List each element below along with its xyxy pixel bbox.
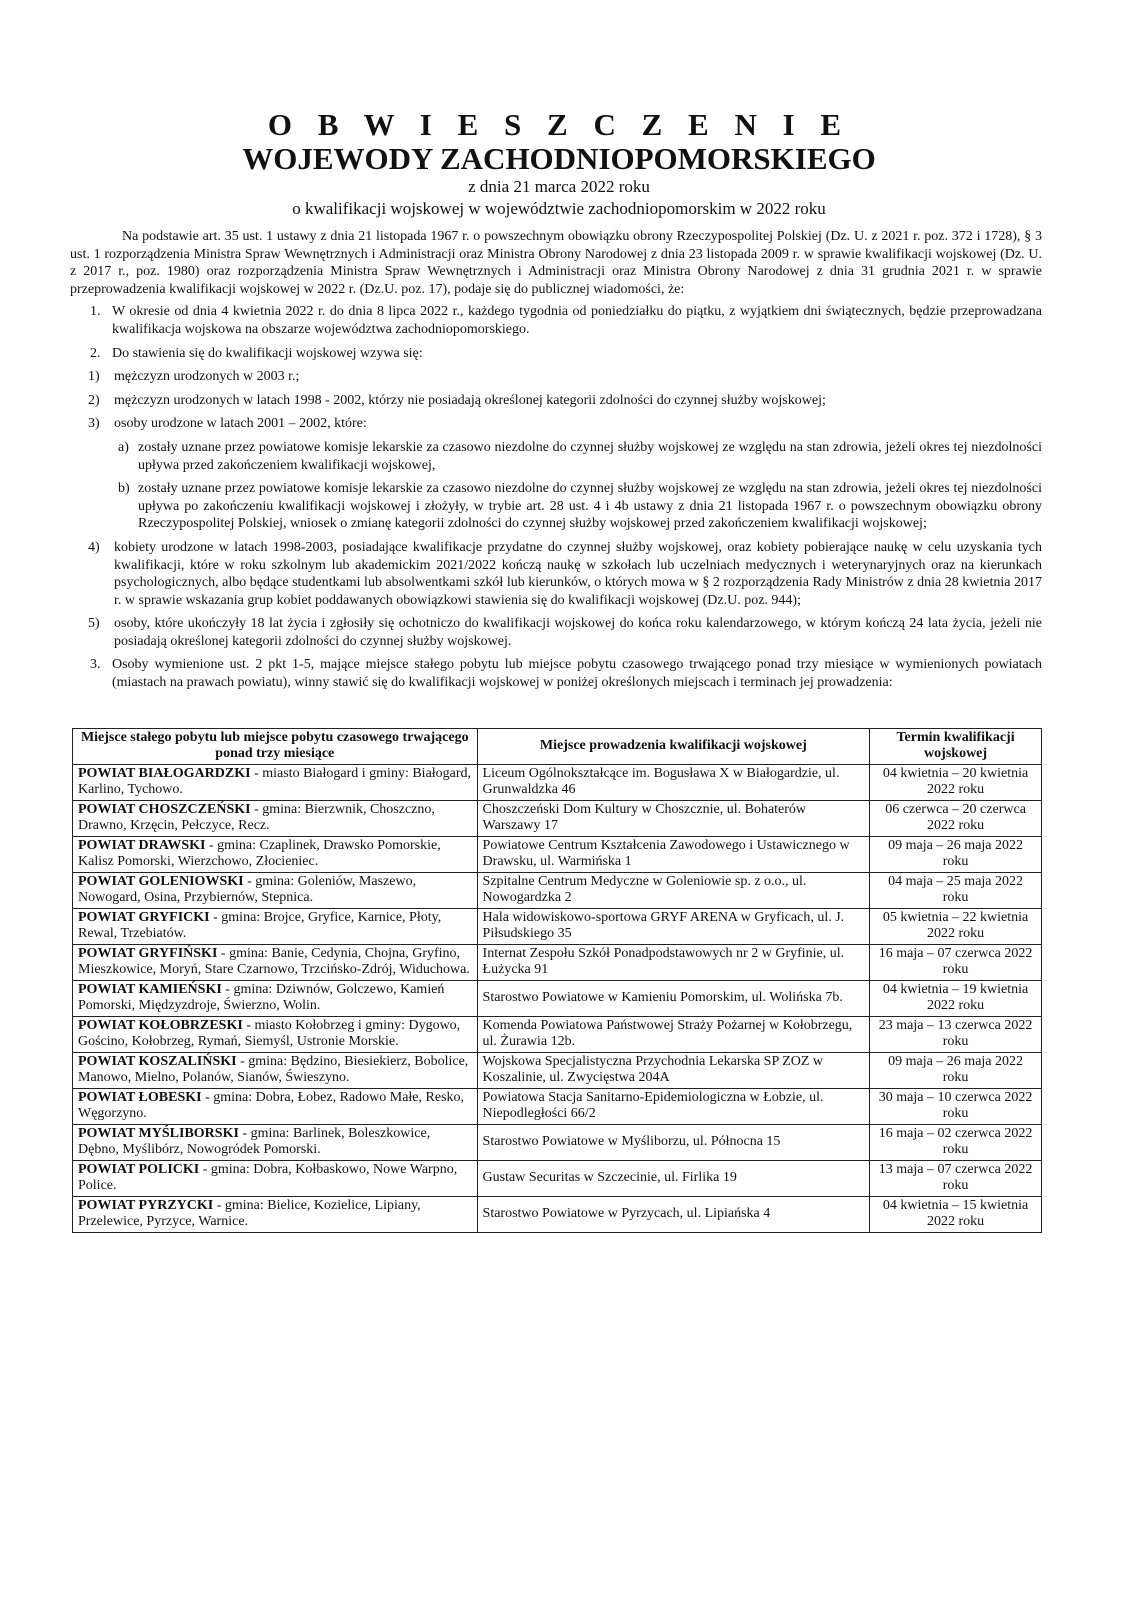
powiat-name: POWIAT PYRZYCKI — [78, 1197, 214, 1213]
residence-cell — [73, 944, 478, 980]
location-cell: Szpitalne Centrum Medyczne w Goleniowie sp. z o.o., ul. Nowogardzka 2 — [477, 872, 870, 908]
table-row — [73, 980, 1042, 1016]
subpoint-2 — [62, 392, 1042, 410]
subpoint-number: 1) — [88, 369, 100, 385]
residence-cell — [73, 800, 478, 836]
powiat-name: POWIAT GRYFIŃSKI — [78, 945, 218, 961]
powiat-area: - gmina: Goleniów, Maszewo, Nowogard, Osina, Przybiernów, Stepnica. — [78, 873, 417, 906]
powiat-area: - gmina: Brojce, Gryfice, Karnice, Płoty, Rewal, Trzebiatów. — [78, 909, 442, 942]
term-cell: 30 maja – 10 czerwca 2022 roku — [870, 1088, 1042, 1124]
subpoint-text: osoby, które ukończyły 18 lat życia i zgłosiły się ochotniczo do kwalifikacji wojskowej do końca roku kalendarzowego, w którym kończą 24 lata życia, jeżeli nie posiadają określonej kategorii zdolności do czynnej służby wojskowej. — [114, 616, 1042, 649]
powiat-area: - gmina: Dobra, Łobez, Radowo Małe, Resko, Węgorzyno. — [78, 1089, 465, 1122]
table-row — [73, 1016, 1042, 1052]
residence-cell — [73, 1016, 478, 1052]
powiat-area: - gmina: Czaplinek, Drawsko Pomorskie, Kalisz Pomorski, Wierzchowo, Złocieniec. — [78, 837, 441, 870]
point-1 — [62, 303, 1042, 338]
letter-number: b) — [118, 481, 130, 497]
residence-cell — [73, 908, 478, 944]
term-cell: 09 maja – 26 maja 2022 roku — [870, 1052, 1042, 1088]
subpoint-text: osoby urodzone w latach 2001 – 2002, które: — [114, 416, 367, 432]
document-date: z dnia 21 marca 2022 roku — [468, 177, 650, 196]
letter-number: a) — [118, 439, 129, 455]
powiat-area: - gmina: Barlinek, Boleszkowice, Dębno, Myślibórz, Nowogródek Pomorski. — [78, 1125, 431, 1158]
location-cell: Internat Zespołu Szkół Ponadpodstawowych nr 2 w Gryfinie, ul. Łużycka 91 — [477, 944, 870, 980]
table-row — [73, 1088, 1042, 1124]
table-row — [73, 908, 1042, 944]
powiat-area: - gmina: Banie, Cedynia, Chojna, Gryfino, Mieszkowice, Moryń, Stare Czarnowo, Trzcińsko-Zdrój, Widuchowa. — [78, 945, 470, 978]
term-cell: 04 maja – 25 maja 2022 roku — [870, 872, 1042, 908]
location-cell: Powiatowe Centrum Kształcenia Zawodowego i Ustawicznego w Drawsku, ul. Warmińska 1 — [477, 836, 870, 872]
location-cell: Starostwo Powiatowe w Myśliborzu, ul. Północna 15 — [477, 1124, 870, 1160]
location-cell: Starostwo Powiatowe w Kamieniu Pomorskim, ul. Wolińska 7b. — [477, 980, 870, 1016]
table-row — [73, 1124, 1042, 1160]
powiat-area: - gmina: Będzino, Biesiekierz, Bobolice, Manowo, Mielno, Polanów, Sianów, Świeszyno. — [78, 1053, 469, 1086]
point-text: Do stawienia się do kwalifikacji wojskowej wzywa się: — [112, 345, 423, 361]
point-3 — [62, 656, 1042, 691]
powiat-name: POWIAT KOSZALIŃSKI — [78, 1053, 237, 1069]
subpoint-3b — [62, 480, 1042, 533]
term-cell: 09 maja – 26 maja 2022 roku — [870, 836, 1042, 872]
qualification-schedule-table — [72, 728, 1042, 1233]
subpoint-text: kobiety urodzone w latach 1998-2003, posiadające kwalifikacje przydatne do czynnej służby wojskowej, oraz kobiety pobierające naukę w celu uzyskania tych kwalifikacji, które w roku szkolnym lub akademickim 2021/2022 kończą naukę w szkołach lub uczelniach medycznych i weterynaryjnych oraz na kierunkach psychologicznych, albo będące studentkami lub absolwentkami szkół lub kierunków, o których mowa w § 2 rozporządzenia Rady Ministrów z dnia 28 kwietnia 2017 r. w sprawie wskazania grup kobiet poddawanych obowiązkowi stawienia się do kwalifikacji wojskowej (Dz.U. poz. 944); — [114, 539, 1042, 608]
powiat-area: - gmina: Dobra, Kołbaskowo, Nowe Warpno, Police. — [78, 1161, 458, 1194]
powiat-area: - gmina: Bielice, Kozielice, Lipiany, Przelewice, Pyrzyce, Warnice. — [78, 1197, 421, 1230]
residence-cell — [73, 836, 478, 872]
residence-cell — [73, 1088, 478, 1124]
powiat-area: - miasto Białogard i gminy: Białogard, Karlino, Tychowo. — [78, 765, 472, 798]
point-text: Osoby wymienione ust. 2 pkt 1-5, mające miejsce stałego pobytu lub miejsce pobytu czasowego trwającego ponad trzy miesiące w wymienionych powiatach (miastach na prawach powiatu), winny stawić się do kwalifikacji wojskowej w poniżej określonych miejscach i terminach jej prowadzenia: — [112, 657, 1042, 691]
table-row — [73, 872, 1042, 908]
table-row — [73, 1160, 1042, 1196]
location-cell: Wojskowa Specjalistyczna Przychodnia Lekarska SP ZOZ w Koszalinie, ul. Zwycięstwa 204A — [477, 1052, 870, 1088]
powiat-area: - gmina: Dziwnów, Golczewo, Kamień Pomorski, Międzyzdroje, Świerzno, Wolin. — [78, 981, 445, 1014]
residence-cell — [73, 1160, 478, 1196]
table-header-row — [73, 728, 1042, 764]
location-cell: Hala widowiskowo-sportowa GRYF ARENA w Gryficach, ul. J. Piłsudskiego 35 — [477, 908, 870, 944]
powiat-name: POWIAT MYŚLIBORSKI — [78, 1125, 239, 1141]
term-cell: 04 kwietnia – 15 kwietnia 2022 roku — [870, 1196, 1042, 1232]
powiat-area: - miasto Kołobrzeg i gminy: Dygowo, Gościno, Kołobrzeg, Rymań, Siemyśl, Ustronie Morskie. — [78, 1017, 461, 1050]
term-cell: 16 maja – 07 czerwca 2022 roku — [870, 944, 1042, 980]
powiat-name: POWIAT KOŁOBRZESKI — [78, 1017, 243, 1033]
table-row — [73, 836, 1042, 872]
residence-cell — [73, 872, 478, 908]
residence-cell — [73, 764, 478, 800]
subpoint-3a — [62, 439, 1042, 474]
subpoint-4 — [62, 539, 1042, 609]
document-title: O B W I E S Z C Z E N I E — [267, 107, 851, 142]
term-cell: 05 kwietnia – 22 kwietnia 2022 roku — [870, 908, 1042, 944]
column-header-location: Miejsce prowadzenia kwalifikacji wojskowej — [477, 728, 870, 764]
subpoint-number: 5) — [88, 616, 100, 632]
term-cell: 04 kwietnia – 19 kwietnia 2022 roku — [870, 980, 1042, 1016]
point-number: 2. — [90, 345, 101, 361]
document-topic: o kwalifikacji wojskowej w województwie zachodniopomorskim w 2022 roku — [292, 199, 826, 218]
subpoint-text: mężczyzn urodzonych w 2003 r.; — [114, 369, 300, 385]
term-cell: 04 kwietnia – 20 kwietnia 2022 roku — [870, 764, 1042, 800]
location-cell: Gustaw Securitas w Szczecinie, ul. Firlika 19 — [477, 1160, 870, 1196]
powiat-name: POWIAT ŁOBESKI — [78, 1089, 202, 1105]
letter-text: zostały uznane przez powiatowe komisje lekarskie za czasowo niezdolne do czynnej służby wojskowej ze względu na stan zdrowia, jeżeli okres tej niezdolności upływa po zakończeniu kwalifikacji wojskowej i złożyły, w trybie art. 28 ust. 4 i 4b ustawy z dnia 21 listopada 1967 r. o powszechnym obowiązku obrony Rzeczypospolitej Polskiej, wniosek o zmianę kategorii zdolności do czynnej służby wojskowej przed zakończeniem kwalifikacji wojskowej; — [138, 481, 1042, 532]
powiat-name: POWIAT GRYFICKI — [78, 909, 210, 925]
subpoint-5 — [62, 615, 1042, 650]
residence-cell — [73, 1124, 478, 1160]
powiat-name: POWIAT KAMIEŃSKI — [78, 981, 222, 997]
location-cell: Powiatowa Stacja Sanitarno-Epidemiologiczna w Łobzie, ul. Niepodległości 66/2 — [477, 1088, 870, 1124]
table-row — [73, 764, 1042, 800]
powiat-name: POWIAT DRAWSKI — [78, 837, 206, 853]
subpoint-number: 3) — [88, 416, 100, 432]
residence-cell — [73, 980, 478, 1016]
location-cell: Starostwo Powiatowe w Pyrzycach, ul. Lipiańska 4 — [477, 1196, 870, 1232]
intro-paragraph: Na podstawie art. 35 ust. 1 ustawy z dnia 21 listopada 1967 r. o powszechnym obowiązku obrony Rzeczypospolitej Polskiej (Dz. U. z 2021 r. poz. 372 i 1728), § 3 ust. 1 rozporządzenia Ministra Spraw Wewnętrznych i Administracji oraz Ministra Obrony Narodowej z dnia 23 listopada 2009 r. w sprawie kwalifikacji wojskowej (Dz. U. z 2017 r., poz. 1980) oraz rozporządzenia Ministra Spraw Wewnętrznych i Administracji oraz Ministra Obrony Narodowej z dnia 31 grudnia 2021 r. w sprawie przeprowadzenia kwalifikacji wojskowej w 2022 r. (Dz.U. poz. 17), podaje się do publicznej wiadomości, że: — [70, 229, 1042, 297]
column-header-residence: Miejsce stałego pobytu lub miejsce pobytu czasowego trwającego ponad trzy miesiące — [73, 728, 478, 764]
point-number: 1. — [90, 304, 101, 320]
term-cell: 23 maja – 13 czerwca 2022 roku — [870, 1016, 1042, 1052]
table-row — [73, 944, 1042, 980]
residence-cell — [73, 1196, 478, 1232]
table-row — [73, 800, 1042, 836]
point-2 — [62, 345, 1042, 363]
point-text: W okresie od dnia 4 kwietnia 2022 r. do dnia 8 lipca 2022 r., każdego tygodnia od poniedziałku do piątku, z wyjątkiem dni świątecznych, będzie przeprowadzana kwalifikacja wojskowa na obszarze województwa zachodniopomorskiego. — [112, 304, 1042, 337]
powiat-name: POWIAT GOLENIOWSKI — [78, 873, 244, 889]
powiat-area: - gmina: Bierzwnik, Choszczno, Drawno, Krzęcin, Pełczyce, Recz. — [78, 801, 435, 834]
subpoint-3 — [62, 415, 1042, 433]
location-cell: Liceum Ogólnokształcące im. Bogusława X w Białogardzie, ul. Grunwaldzka 46 — [477, 764, 870, 800]
subpoint-1 — [62, 368, 1042, 386]
letter-text: zostały uznane przez powiatowe komisje lekarskie za czasowo niezdolne do czynnej służby wojskowej ze względu na stan zdrowia, jeżeli okres tej niezdolności upływa przed zakończeniem kwalifikacji wojskowej, — [138, 439, 1042, 473]
subpoint-number: 2) — [88, 392, 100, 408]
powiat-name: POWIAT POLICKI — [78, 1161, 200, 1177]
term-cell: 16 maja – 02 czerwca 2022 roku — [870, 1124, 1042, 1160]
term-cell: 13 maja – 07 czerwca 2022 roku — [870, 1160, 1042, 1196]
point-number: 3. — [90, 657, 101, 673]
location-cell: Komenda Powiatowa Państwowej Straży Pożarnej w Kołobrzegu, ul. Żurawia 12b. — [477, 1016, 870, 1052]
location-cell: Choszczeński Dom Kultury w Choszcznie, ul. Bohaterów Warszawy 17 — [477, 800, 870, 836]
table-row — [73, 1196, 1042, 1232]
term-cell: 06 czerwca – 20 czerwca 2022 roku — [870, 800, 1042, 836]
document-subtitle: WOJEWODY ZACHODNIOPOMORSKIEGO — [242, 141, 876, 176]
table-body — [73, 764, 1042, 1232]
column-header-term: Termin kwalifikacji wojskowej — [870, 728, 1042, 764]
table-row — [73, 1052, 1042, 1088]
powiat-name: POWIAT CHOSZCZEŃSKI — [78, 801, 251, 817]
powiat-name: POWIAT BIAŁOGARDZKI — [78, 765, 251, 781]
residence-cell — [73, 1052, 478, 1088]
subpoint-number: 4) — [88, 539, 100, 555]
subpoint-text: mężczyzn urodzonych w latach 1998 - 2002, którzy nie posiadają określonej kategorii zdolności do czynnej służby wojskowej; — [114, 392, 826, 408]
